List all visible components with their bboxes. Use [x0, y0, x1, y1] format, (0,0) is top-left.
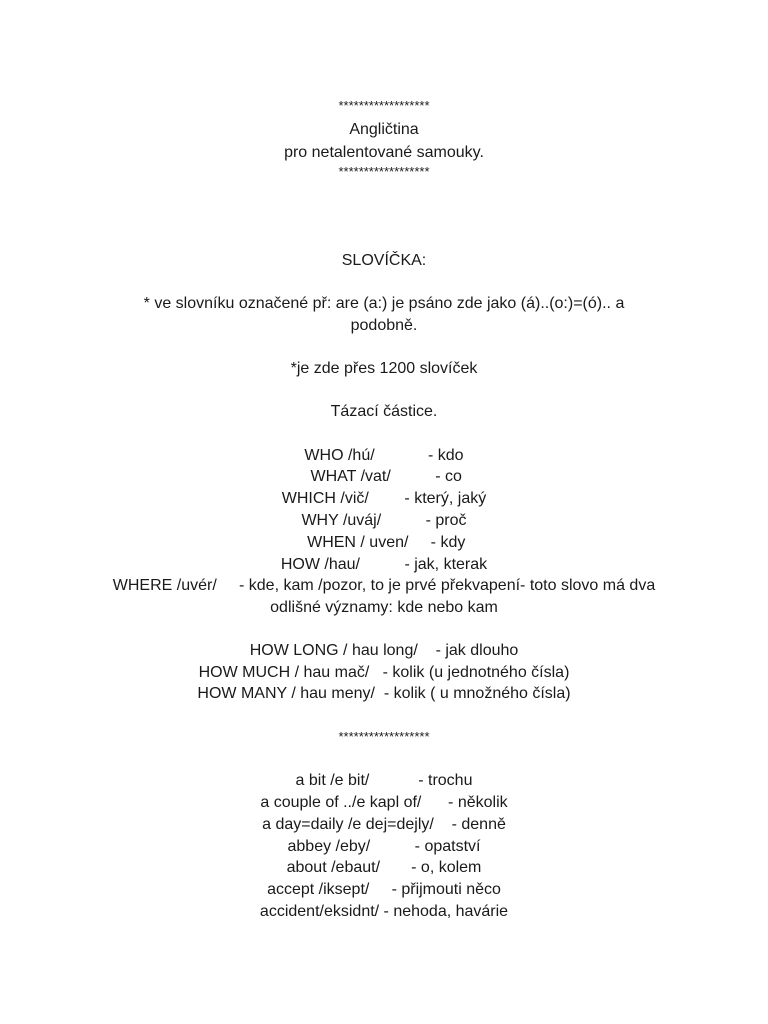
list-item: WHERE /uvér/ - kde, kam /pozor, to je prvé překvapení- toto slovo má dva	[112, 577, 656, 594]
list-item: WHEN / uven/ - kdy	[302, 534, 466, 551]
list-item: HOW /hau/ - jak, kterak	[280, 556, 488, 573]
vocab-item: about /ebaut/ - o, kolem	[286, 859, 482, 876]
list-item: WHO /hú/ - kdo	[304, 447, 464, 464]
list-item: odlišné významy: kde nebo kam	[270, 599, 498, 616]
vocab-item: abbey /eby/ - opatství	[287, 838, 481, 855]
divider-stars: ******************	[338, 729, 430, 744]
note-line-1: * ve slovníku označené př: are (a:) je psáno zde jako (á)..(o:)=(ó).. a	[143, 295, 625, 312]
list-item: HOW LONG / hau long/ - jak dlouho	[249, 642, 519, 659]
question-heading: Tázací částice.	[330, 403, 438, 420]
list-item: WHICH /vič/ - který, jaký	[281, 490, 487, 507]
list-item: WHAT /vat/ - co	[306, 468, 462, 485]
vocab-item: accept /iksept/ - přijmouti něco	[267, 881, 501, 898]
document-title: Angličtina	[349, 121, 419, 138]
vocab-item: a day=daily /e dej=dejly/ - denně	[262, 816, 506, 833]
list-item: HOW MANY / hau meny/ - kolik ( u množného čísla)	[197, 685, 571, 702]
note-line-2: podobně.	[350, 317, 418, 334]
word-count-note: *je zde přes 1200 slovíček	[290, 360, 478, 377]
vocab-item: a bit /e bit/ - trochu	[295, 772, 473, 789]
section-heading: SLOVÍČKA:	[341, 252, 427, 269]
list-item: WHY /uváj/ - proč	[301, 512, 467, 529]
header-stars-top: ******************	[338, 98, 430, 113]
vocab-item: a couple of ../e kapl of/ - několik	[260, 794, 508, 811]
header-stars-bottom: ******************	[338, 164, 430, 179]
vocab-item: accident/eksidnt/ - nehoda, havárie	[259, 903, 509, 920]
list-item: HOW MUCH / hau mač/ - kolik (u jednotného čísla)	[198, 664, 570, 681]
document-subtitle: pro netalentované samouky.	[284, 144, 484, 161]
